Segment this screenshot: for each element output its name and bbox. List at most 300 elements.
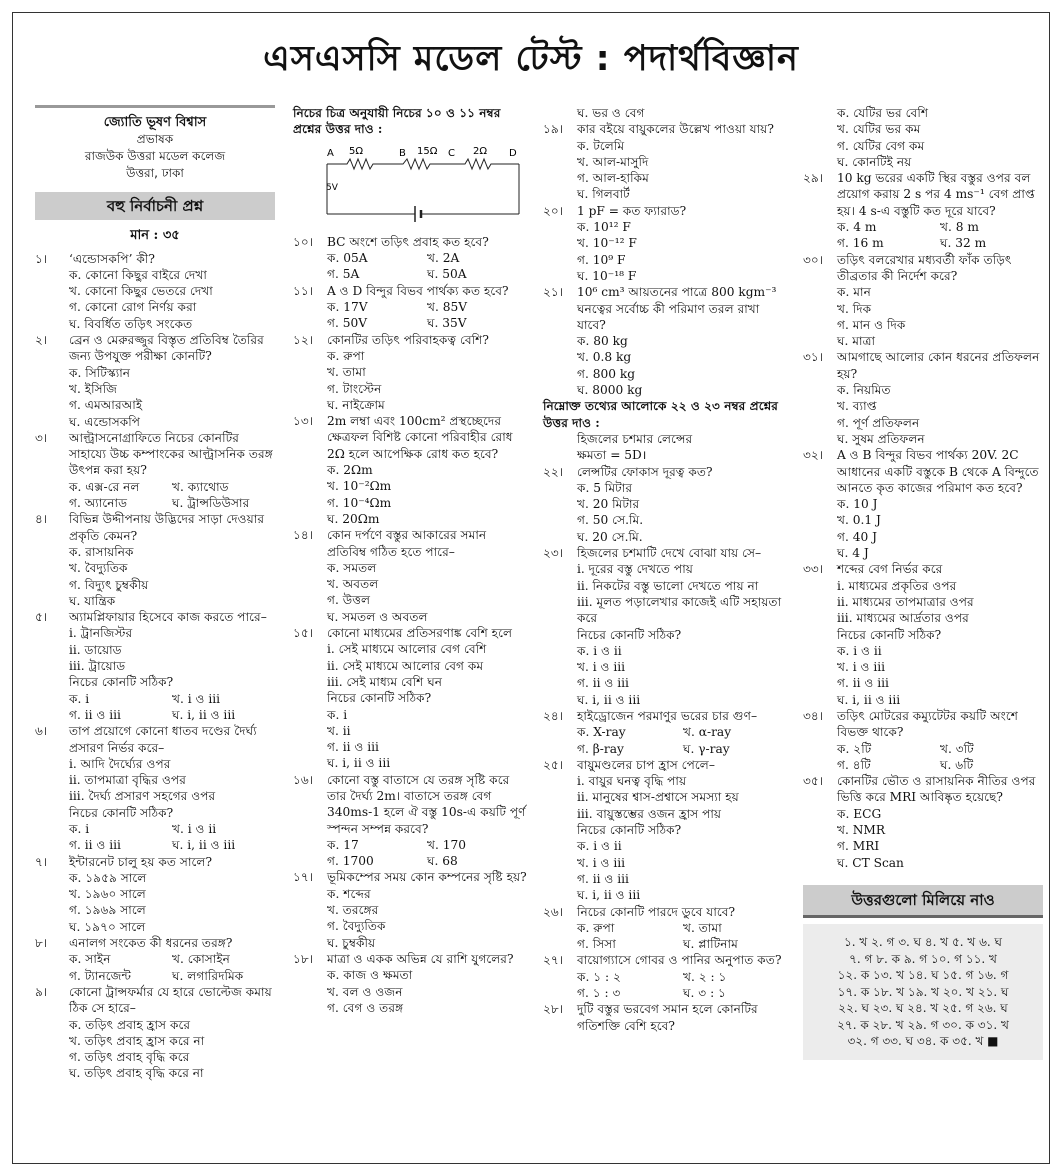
question-item [293, 869, 527, 950]
question-number: ১৬। [293, 772, 314, 787]
question-row [543, 904, 789, 920]
question-item [35, 723, 275, 853]
circuit-label-b: B [399, 147, 406, 159]
question-text: অ্যামপ্লিফায়ার হিসেবে কাজ করতে পারে– [69, 610, 267, 625]
question-number: ২৬। [543, 904, 564, 919]
question-text: কোনো বস্তু বাতাসে যে তরঙ্গ সৃষ্টি করে তার দৈর্ঘ্য 2m। বাতাসে তরঙ্গ বেগ 340ms-1 হলে ঐ বস্তু 10s-এ কয়টি পূর্ণ স্পন্দন সম্পন্ন করবে? [327, 772, 526, 836]
option-text: গ. ii ও iii [69, 838, 121, 853]
option-text: খ. 10⁻¹² F [577, 236, 637, 251]
option-text: খ. 0.1 J [837, 513, 881, 528]
question-text: 1 pF = কত ফ্যারাড? [577, 203, 687, 218]
question-text: মাত্রা ও একক অভিন্ন যে রাশি যুগলের? [327, 951, 514, 966]
option-text: খ. যেটির ভর কম [837, 122, 921, 137]
option-text: ঘ. 20Ωm [327, 511, 380, 526]
question-text: তড়িৎ মোটরের কম্যুটেটর কয়টি অংশে বিভক্ত থাকে? [837, 708, 1018, 740]
statement-text: নিচের কোনটি সঠিক? [577, 627, 682, 642]
author-role: প্রভাষক [136, 132, 174, 146]
option-text: গ. 16 m [837, 236, 884, 251]
option-text: ঘ. বিবর্ধিত তড়িৎ সংকেত [69, 316, 193, 331]
option-text: ঘ. 35V [427, 316, 467, 331]
question-text: 2m লম্বা এবং 100cm² প্রস্থচ্ছেদের ক্ষেত্রফল বিশিষ্ট কোনো পরিবাহীর রোধ 2Ω হলে আপেক্ষিক রোধ কত হবে? [327, 414, 513, 461]
option-pair [35, 821, 275, 837]
option-text: গ. 50 সে.মি. [577, 513, 644, 528]
option-text: গ. যেটির বেগ কম [837, 138, 925, 153]
option-text: ঘ. 10⁻¹⁸ F [577, 268, 637, 283]
option-text: ক. i ও ii [837, 643, 882, 658]
question-number: ১০। [293, 234, 314, 249]
option-text: ঘ. i, ii ও iii [172, 707, 236, 722]
question-text: তাপ প্রয়োগে কোনো ধাতব দণ্ডের দৈর্ঘ্য প্রসারণ নির্ভর করে– [69, 724, 257, 755]
question-number: ৭। [35, 854, 48, 869]
question-item [35, 251, 275, 332]
question-number: ২৮। [543, 1002, 564, 1017]
answer-line: ১২. ক ১৩. খ ১৪. ঘ ১৫. গ ১৬. গ [837, 968, 1009, 983]
question-number: ২৯। [803, 171, 824, 186]
question-item [543, 203, 789, 284]
option-text: খ. i ও ii [172, 821, 217, 836]
option-text: ঘ. i, ii ও iii [837, 692, 901, 707]
question-number: ৩১। [803, 350, 824, 365]
question-item [293, 413, 527, 527]
option-pair [293, 315, 527, 331]
question-text: এনালগ সংকেত কী ধরনের তরঙ্গ? [69, 936, 233, 951]
question-item [293, 234, 527, 283]
option-text: খ. ২ : ১ [683, 969, 727, 984]
option-text: খ. ব্যাপ্ত [837, 399, 877, 414]
option-text: খ. 10⁻²Ωm [327, 479, 392, 494]
question-item [803, 773, 1043, 871]
option-text: ক. রুপা [327, 348, 365, 363]
option-pair [35, 951, 275, 967]
option-text: ক. ২টি [837, 741, 872, 756]
question-row [293, 869, 527, 885]
option-text: গ. 50V [327, 316, 368, 331]
question-text: আমগাছে আলোর কোন ধরনের প্রতিফলন হয়? [837, 350, 1040, 381]
option-text: ক. সাইন [69, 952, 111, 967]
option-text: গ. ১ : ৩ [577, 986, 621, 1001]
question-text: বায়োগ্যাসে গোবর ও পানির অনুপাত কত? [577, 953, 782, 968]
question-item [543, 904, 789, 953]
question-text: হাইড্রোজেন পরমাণুর ভরের চার গুণ– [577, 708, 758, 723]
question-row [543, 121, 789, 137]
option-text: খ. কোনো কিছুর ভেতরে দেখা [69, 284, 213, 299]
question-text: হিজলের চশমাটি দেখে বোঝা যায় সে– [577, 546, 762, 561]
option-text: ঘ. i, ii ও iii [172, 838, 236, 853]
option-text: খ. বল ও ওজন [327, 984, 403, 999]
question-number: ১৭। [293, 870, 314, 885]
question-text: BC অংশে তড়িৎ প্রবাহ কত হবে? [327, 234, 489, 249]
option-text: ক. i ও ii [577, 643, 622, 658]
question-row [543, 464, 789, 480]
question-item [543, 284, 789, 398]
question-number: ৪। [35, 512, 48, 527]
question-text: কোনো মাধ্যমের প্রতিসরণাঙ্ক বেশি হলে [327, 626, 513, 641]
option-text: ক. 05A [327, 251, 368, 266]
option-text: ঘ. 4 J [837, 546, 869, 561]
option-text: খ. i ও iii [577, 660, 626, 675]
question-row [803, 708, 1043, 741]
option-text: ক. i [69, 821, 90, 836]
question-number: ১। [35, 251, 48, 266]
option-text: গ. উত্তল [327, 593, 371, 608]
option-text: খ. i ও iii [577, 855, 626, 870]
option-text: খ. i ও iii [172, 691, 221, 706]
option-text: গ. ৪টি [837, 757, 871, 772]
question-number: ৩৪। [803, 708, 824, 723]
question-text: আল্ট্রাসনোগ্রাফিতে নিচের কোনটির সাহায্যে উচ্চ কম্পাংকের আল্ট্রাসনিক তরঙ্গ উৎপন্ন করা হয়? [69, 430, 273, 478]
option-text: ক. 4 m [837, 220, 877, 235]
option-text: ঘ. সমতল ও অবতল [327, 609, 428, 624]
question-item [293, 527, 527, 625]
option-text: খ. অবতল [327, 577, 379, 592]
option-pair [543, 936, 789, 952]
option-text: গ. 800 kg [577, 366, 636, 381]
question-row [543, 545, 789, 561]
option-text: ক. 17V [327, 300, 368, 315]
option-text: গ. 10⁻⁴Ωm [327, 495, 392, 510]
option-text: ঘ. প্লাটিনাম [683, 937, 738, 952]
question-number: ৯। [35, 984, 48, 999]
question-item [543, 1001, 789, 1034]
option-pair [293, 266, 527, 282]
question-row [35, 511, 275, 544]
option-text: ক. সিটিস্ক্যান [69, 365, 131, 380]
question-row [293, 332, 527, 348]
question-number: ১২। [293, 332, 314, 347]
option-text: খ. দিক [837, 301, 872, 316]
option-text: ঘ. ৬টি [940, 757, 974, 772]
option-pair [543, 985, 789, 1001]
statement-text: নিচের কোনটি সঠিক? [327, 691, 432, 706]
answer-line: ২২. ঘ ২৩. ঘ ২৪. খ ২৫. গ ২৬. ঘ [838, 1001, 1008, 1016]
option-text: ঘ. 8000 kg [577, 383, 643, 398]
author-name: জ্যোতি ভূষণ বিশ্বাস [103, 115, 207, 130]
answers-heading: উত্তরগুলো মিলিয়ে নাও [803, 885, 1043, 918]
question-item [35, 935, 275, 984]
question-row [35, 332, 275, 365]
question-text: ভূমিকম্পের সময় কোন কম্পনের সৃষ্টি হয়? [327, 870, 527, 885]
option-text: ক. যেটির ভর বেশি [837, 106, 929, 120]
question-row [543, 757, 789, 773]
option-text: খ. 2A [427, 251, 460, 266]
question-row [35, 430, 275, 479]
option-pair [35, 707, 275, 723]
option-pair [293, 837, 527, 853]
circuit-label-r3: 2Ω [473, 145, 488, 157]
option-text: ক. ECG [837, 806, 882, 821]
question-text: 10 kg ভরের একটি স্থির বস্তুর ওপর বল প্রয়োগ করায় 2 s পর 4 ms⁻¹ বেগ প্রাপ্ত হয়। 4 s-এ বস্তুটি কত দূরে যাবে? [837, 171, 1035, 218]
question-text: শব্দের বেগ নির্ভর করে [837, 562, 943, 577]
question-text: A ও D বিন্দুর বিভব পার্থক্য কত হবে? [327, 283, 509, 298]
question-row [803, 773, 1043, 806]
question-list [543, 121, 789, 398]
option-text: ক. X-ray [577, 725, 626, 740]
question-row [543, 284, 789, 333]
option-text: গ. MRI [837, 839, 880, 854]
resistor-wire [327, 159, 519, 169]
option-text: ক. 5 মিটার [577, 480, 633, 495]
question-text: কোনো ট্রান্সফর্মার যে হারে ভোল্টেজ কমায় ঠিক সে হারে– [69, 984, 272, 1016]
option-text: গ. আল-হাকিম [577, 171, 649, 186]
stem-intro: নিচের চিত্র অনুযায়ী নিচের ১০ ও ১১ নম্বর প্রশ্নের উত্তর দাও : [293, 106, 501, 137]
question-text: নিচের কোনটি পারদে ডুবে যাবে? [577, 904, 736, 919]
option-text: গ. মান ও দিক [837, 317, 906, 332]
option-text: গ. 10⁹ F [577, 252, 626, 267]
question-row [35, 723, 275, 756]
stem-info: হিজলের চশমার লেন্সের [577, 431, 693, 446]
question-item [803, 349, 1043, 447]
question-number: ২৩। [543, 546, 564, 561]
question-row [803, 170, 1043, 219]
option-pair [35, 479, 275, 495]
circuit-label-r1: 5Ω [349, 145, 364, 157]
column-2 [293, 105, 527, 1016]
question-row [293, 234, 527, 250]
question-number: ২২। [543, 464, 564, 479]
option-pair [543, 724, 789, 740]
option-text: গ. 40 J [837, 529, 878, 544]
question-text: দুটি বস্তুর ভরবেগ সমান হলে কোনটির গতিশক্তি বেশি হবে? [577, 1002, 758, 1033]
question-item [35, 854, 275, 935]
statement-text: iii. মূলত পড়ালেখার কাজেই এটি সহায়তা করে [577, 594, 782, 626]
statement-text: i. সেই মাধ্যমে আলোর বেগ বেশি [327, 642, 487, 657]
option-pair [543, 969, 789, 985]
question-row [543, 708, 789, 724]
option-text: ঘ. নাইক্রোম [327, 397, 385, 412]
option-text: ক. i ও ii [577, 839, 622, 854]
question-number: ১৪। [293, 528, 314, 543]
question-text: কার বইয়ে বায়ুকলের উল্লেখ পাওয়া যায়? [577, 122, 774, 137]
option-text: গ. তড়িৎ প্রবাহ বৃদ্ধি করে [69, 1050, 190, 1065]
answer-line: ৭. গ ৮. ক ৯. গ ১০. গ ১১. খ [849, 951, 997, 966]
option-text: ঘ. 20 সে.মি. [577, 529, 643, 544]
option-text: ক. সমতল [327, 560, 377, 575]
stem-intro: নিম্নোক্ত তথ্যের আলোকে ২২ ও ২৩ নম্বর প্রশ্নের উত্তর দাও : [543, 399, 778, 430]
option-text: গ. ট্যানজেন্ট [69, 968, 132, 983]
option-text: ক. 80 kg [577, 334, 628, 349]
question-text: 10⁶ cm³ আয়তনের পাত্রে 800 kgm⁻³ ঘনত্বের সর্বোচ্চ কী পরিমাণ তরল রাখা যাবে? [577, 285, 777, 332]
question-row [803, 447, 1043, 496]
option-text: খ. তড়িৎ প্রবাহ হ্রাস করে না [69, 1033, 205, 1048]
question-text: কোন দর্পণে বস্তুর আকারের সমান প্রতিবিম্ব গঠিত হতে পারে– [327, 528, 487, 559]
question-item [803, 170, 1043, 251]
option-pair [803, 757, 1043, 773]
question-number: ৮। [35, 936, 48, 951]
question-item [35, 511, 275, 609]
question-number: ২১। [543, 285, 564, 300]
answer-key [803, 924, 1043, 1060]
question-list [293, 234, 527, 1016]
option-text: ক. নিয়মিত [837, 383, 891, 398]
question-text: লেন্সটির ফোকাস দূরত্ব কত? [577, 464, 713, 479]
question-text: কোনটির ভৌত ও রাসায়নিক নীতির ওপর ভিত্তি করে MRI আবিষ্কৃত হয়েছে? [837, 774, 1036, 805]
option-text: ঘ. 68 [427, 854, 458, 869]
option-text: ক. i [69, 691, 90, 706]
question-item [543, 464, 789, 545]
option-text: খ. তামা [683, 920, 722, 935]
column-1 [35, 105, 275, 1082]
option-text: খ. ১৯৬০ সালে [69, 887, 146, 902]
question-list [35, 251, 275, 1082]
statement-text: নিচের কোনটি সঠিক? [837, 627, 942, 642]
option-text: খ. 20 মিটার [577, 497, 640, 512]
answer-line: ৩২. গ ৩৩. ঘ ৩৪. ক ৩৫. খ ■ [847, 1034, 999, 1049]
option-text: ঘ. ট্রান্সডিউসার [172, 496, 250, 511]
answer-line: ১. খ ২. গ ৩. ঘ ৪. খ ৫. খ ৬. ঘ [844, 935, 1002, 950]
answer-line: ১৭. ক ১৮. খ ১৯. খ ২০. খ ২১. ঘ [837, 984, 1009, 999]
option-text: গ. পূর্ণ প্রতিফলন [837, 415, 920, 430]
circuit-label-r2: 15Ω [417, 145, 438, 157]
option-text: ঘ. i, ii ও iii [577, 888, 641, 903]
question-number: ৩। [35, 430, 48, 445]
option-text: গ. 1700 [327, 854, 374, 869]
option-text: ক. এক্স-রে নল [69, 479, 140, 494]
question-number: ২৭। [543, 953, 564, 968]
option-text: খ. NMR [837, 823, 886, 838]
option-pair [35, 968, 275, 984]
question-row [35, 935, 275, 951]
question-number: ১৯। [543, 122, 564, 137]
question-text: ইন্টারনেট চালু হয় কত সালে? [69, 854, 213, 869]
option-text: খ. 85V [427, 300, 468, 315]
question-item [293, 283, 527, 332]
statement-text: নিচের কোনটি সঠিক? [69, 675, 174, 690]
question-number: ১১। [293, 283, 314, 298]
circuit-label-d: D [509, 147, 517, 159]
option-text: ঘ. এন্ডোসকপি [69, 414, 141, 429]
option-text: ঘ. তড়িৎ প্রবাহ বৃদ্ধি করে না [69, 1066, 204, 1081]
question-item [803, 708, 1043, 773]
option-pair [293, 299, 527, 315]
question-number: ২৪। [543, 708, 564, 723]
question-number: ১৩। [293, 414, 314, 429]
option-text: গ. এমআরআই [69, 398, 143, 413]
question-item [543, 952, 789, 1001]
question-text: A ও B বিন্দুর বিভব পার্থক্য 20V. 2C আধানের একটি বস্তুকে B থেকে A বিন্দুতে আনতে কৃত কাজের পরিমাণ কত হবে? [837, 448, 1039, 495]
question-number: ২। [35, 333, 48, 348]
author-location: উত্তরা, ঢাকা [126, 166, 184, 180]
stem-info: ক্ষমতা = 5D। [577, 448, 647, 463]
question-row [803, 252, 1043, 285]
question-text: তড়িৎ বলরেখার মধ্যবর্তী ফাঁক তড়িৎ তীব্রতার কী নির্দেশ করে? [837, 252, 1012, 283]
question-text: ব্রেন ও মেরুরজ্জুর বিস্তৃত প্রতিবিম্ব তৈরির জন্য উপযুক্ত পরীক্ষা কোনটি? [69, 333, 264, 364]
question-number: ১৮। [293, 951, 314, 966]
statement-text: ii. তাপমাত্রা বৃদ্ধির ওপর [69, 773, 186, 788]
option-text: গ. ১৯৬৯ সালে [69, 903, 146, 918]
question-row [803, 561, 1043, 577]
statement-text: iii. দৈর্ঘ্য প্রসারণ সহগের ওপর [69, 789, 216, 804]
option-text: ক. 10 J [837, 497, 878, 512]
statement-text: i. বায়ুর ঘনত্ব বৃদ্ধি পায় [577, 774, 687, 789]
option-text: ঘ. i, ii ও iii [577, 692, 641, 707]
option-text: গ. বিদ্যুৎ চুম্বকীয় [69, 577, 149, 592]
option-text: খ. 8 m [940, 220, 979, 235]
question-item [803, 252, 1043, 350]
option-text: খ. বৈদ্যুতিক [69, 561, 128, 576]
option-text: গ. বৈদ্যুতিক [327, 919, 386, 934]
option-text: ঘ. কোনটিই নয় [837, 154, 912, 169]
question-row [293, 951, 527, 967]
option-text: খ. ইসিজি [69, 381, 118, 396]
option-text: ঘ. গিলবার্ট [577, 187, 630, 202]
question-item [293, 332, 527, 413]
question-item [35, 609, 275, 723]
question-row [35, 609, 275, 625]
question-item [35, 430, 275, 511]
option-text: গ. β-ray [577, 741, 624, 756]
option-text: ঘ. যান্ত্রিক [69, 593, 116, 608]
statement-text: i. মাধ্যমের প্রকৃতির ওপর [837, 578, 957, 593]
circuit-diagram [323, 142, 523, 222]
option-pair [293, 853, 527, 869]
option-pair [803, 235, 1043, 251]
question-item [293, 625, 527, 772]
statement-text: iii. বায়ুস্তম্ভের ওজন হ্রাস পায় [577, 806, 722, 821]
option-text: ক. ১৯৫৯ সালে [69, 870, 147, 885]
option-text: ক. ১ : ২ [577, 969, 621, 984]
option-text: গ. 5A [327, 267, 360, 282]
question-row [543, 952, 789, 968]
option-pair [803, 741, 1043, 757]
option-text: খ. 170 [427, 837, 467, 852]
page-title: এসএসসি মডেল টেস্ট : পদার্থবিজ্ঞান [263, 39, 799, 79]
statement-text: i. ট্রানজিস্টর [69, 626, 133, 641]
question-number: ৩২। [803, 448, 824, 463]
question-item [543, 757, 789, 904]
option-text: ক. মান [837, 285, 871, 300]
option-text: ঘ. γ-ray [683, 741, 730, 756]
question-row [543, 203, 789, 219]
question-text: কোনটির তড়িৎ পরিবাহকত্ব বেশি? [327, 332, 489, 347]
option-text: ঘ. চুম্বকীয় [327, 935, 376, 950]
option-text: খ. আল-মাসুদি [577, 154, 649, 169]
option-text: ঘ. লগারিদমিক [172, 968, 244, 983]
question-number: ৩০। [803, 252, 824, 267]
option-text: গ. ii ও iii [577, 676, 629, 691]
question-number: ১৫। [293, 626, 314, 641]
option-text: খ. i ও iii [837, 660, 886, 675]
question-text: বায়ুমণ্ডলের চাপ হ্রাস পেলে– [577, 757, 715, 772]
question-row [293, 625, 527, 641]
statement-text: ii. মাধ্যমের তাপমাত্রার ওপর [837, 594, 974, 609]
question-row [293, 283, 527, 299]
statement-text: iii. মাধ্যমের আর্দ্রতার ওপর [837, 611, 969, 626]
option-pair [35, 691, 275, 707]
option-text: ঘ. ভর ও বেগ [577, 106, 645, 120]
option-text: ঘ. সুষম প্রতিফলন [837, 431, 925, 446]
question-item [803, 561, 1043, 708]
option-text: গ. অ্যানোড [69, 496, 128, 511]
option-text: খ. ৩টি [940, 741, 974, 756]
option-text: ঘ. i, ii ও iii [327, 756, 391, 771]
question-number: ৬। [35, 724, 48, 739]
question-row [803, 349, 1043, 382]
option-pair [543, 741, 789, 757]
author-institution: রাজউক উত্তরা মডেল কলেজ [84, 149, 226, 163]
question-item [293, 951, 527, 1016]
option-text: ক. 10¹² F [577, 220, 631, 235]
option-text: খ. কোসাইন [172, 952, 230, 967]
option-text: ক. টলেমি [577, 138, 625, 153]
option-text: ক. কোনো কিছুর বাইরে দেখা [69, 267, 207, 282]
option-text: গ. টাংস্টেন [327, 381, 382, 396]
option-text: খ. তামা [327, 365, 366, 380]
option-text: ঘ. মাত্রা [837, 334, 876, 349]
column-4 [803, 105, 1043, 1060]
question-item [35, 984, 275, 1082]
question-number: ৩৩। [803, 562, 824, 577]
statement-text: ii. নিকটের বস্তু ভালো দেখতে পায় না [577, 578, 759, 593]
